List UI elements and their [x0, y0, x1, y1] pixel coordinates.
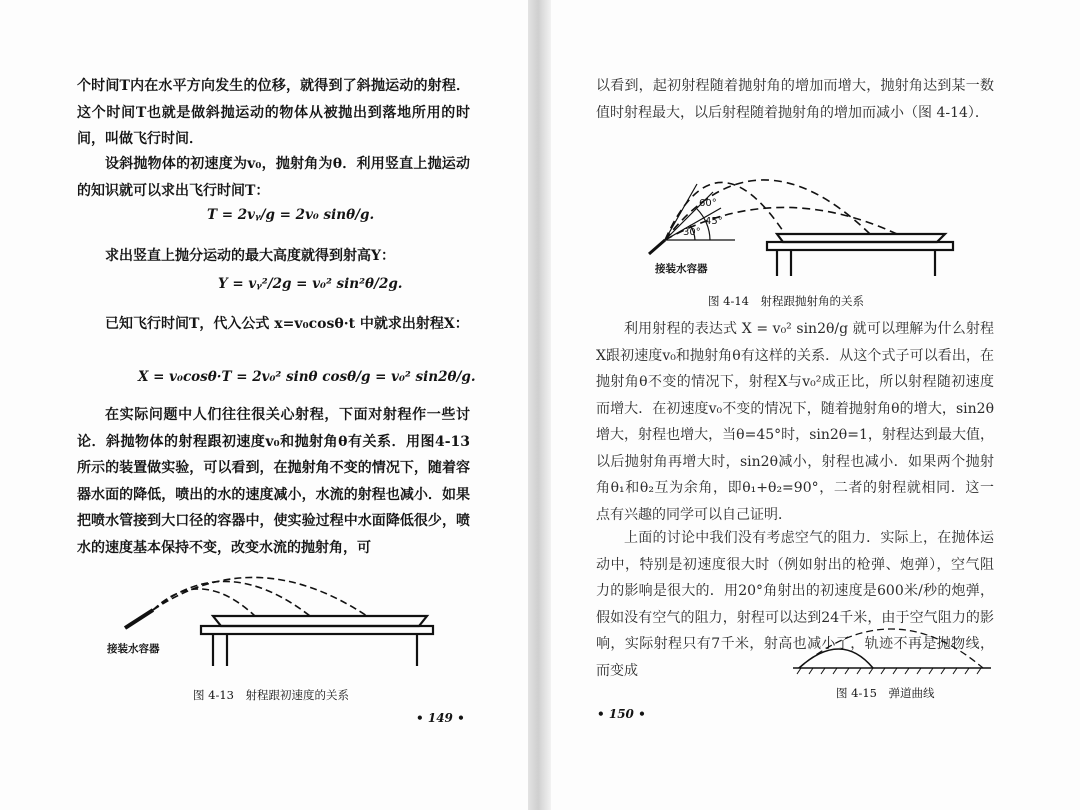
water-stream-3	[153, 589, 255, 616]
ballistic-curve	[799, 649, 873, 668]
paragraph-3: 求出竖直上抛分运动的最大高度就得到射高Y：	[105, 248, 395, 264]
figure-label: 接装水容器	[655, 263, 708, 275]
figure-4-14	[635, 148, 955, 278]
figure-4-14-caption: 图 4-14 射程跟抛射角的关系	[708, 294, 864, 308]
paragraph-4: 已知飞行时间T，代入公式 x=v₀cosθ·t 中就求出射程X：	[105, 316, 469, 332]
figure-4-13	[105, 560, 445, 670]
table-top	[767, 242, 953, 250]
figure-4-13-caption: 图 4-13 射程跟初速度的关系	[193, 688, 349, 702]
water-stream-2	[153, 577, 367, 616]
figure-4-15	[791, 620, 996, 680]
figure-4-15-caption: 图 4-15 弹道曲线	[836, 686, 935, 700]
paragraph-2: 设斜抛物体的初速度为v₀，抛射角为θ．利用竖直上抛运动的知识就可以求出飞行时间T：	[77, 156, 470, 199]
paragraph-6: 以看到，起初射程随着抛射角的增加而增大，抛射角达到某一数值时射程最大，以后射程随着抛射角的增加而减小（图 4-14）．	[596, 78, 994, 121]
paragraph-1: 个时间T内在水平方向发生的位移，就得到了斜抛运动的射程．这个时间T也就是做斜抛运动的物体从被抛出到落地所用的时间，叫做飞行时间．	[77, 78, 470, 147]
formula-max-height: Y = vᵧ²/2g = v₀² sin²θ/2g.	[218, 276, 403, 292]
right-page	[551, 0, 1080, 810]
page-number-right: • 150 •	[597, 707, 646, 721]
angle-label-60: 60°	[699, 198, 717, 209]
paragraph-8: 上面的讨论中我们没有考虑空气的阻力．实际上，在抛体运动中，特别是初速度很大时（例如射出的枪弹、炮弹），空气阻力的影响是很大的．用20°角射出的初速度是600米/秒的炮弹，假如没有空气的阻力，射程可以达到24千米，由于空气阻力的影响，实际射程只有7千米，射高也减小了，轨迹不再是抛物线，而变成	[596, 530, 994, 679]
figure-label: 接装水容器	[107, 643, 160, 655]
nozzle-pipe	[649, 240, 665, 254]
nozzle-pipe	[125, 610, 153, 628]
formula-flight-time: T = 2vᵧ/g = 2v₀ sinθ/g.	[207, 207, 375, 223]
left-page	[0, 0, 528, 810]
water-tray	[777, 234, 945, 242]
angle-label-45: 45°	[705, 216, 723, 227]
table-top	[201, 626, 433, 634]
water-tray	[213, 616, 427, 626]
paragraph-5: 在实际问题中人们往往很关心射程，下面对射程作一些讨论．斜抛物体的射程跟初速度v₀和抛射角θ有关系．用图4-13所示的装置做实验，可以看到，在抛射角不变的情况下，随着容器水面的降低，喷出的水的速度减小，水流的射程也减小．如果把喷水管接到大口径的容器中，使实验过程中水面降低很少，喷水的速度基本保持不变，改变水流的抛射角，可	[77, 407, 470, 556]
paragraph-7: 利用射程的表达式 X = v₀² sin2θ/g 就可以理解为什么射程X跟初速度v₀和抛射角θ有这样的关系．从这个式子可以看出，在抛射角θ不变的情况下，射程X与v₀²成正比，所以射程随初速度而增大．在初速度v₀不变的情况下，随着抛射角θ的增大，sin2θ增大，射程也增大，当θ=45°时，sin2θ=1，射程达到最大值，以后抛射角再增大时，sin2θ减小，射程也减小．如果两个抛射角θ₁和θ₂互为余角，即θ₁+θ₂=90°，二者的射程就相同．这一点有兴趣的同学可以自己证明．	[596, 321, 994, 523]
angle-label-30: 30°	[683, 227, 701, 238]
book-gutter	[528, 0, 551, 810]
page-number-left: • 149 •	[416, 711, 465, 725]
formula-range: X = v₀cosθ·T = 2v₀² sinθ cosθ/g = v₀² sin2θ/g.	[138, 369, 476, 385]
parabolic-trajectory	[799, 629, 983, 668]
water-stream-1	[153, 581, 310, 616]
